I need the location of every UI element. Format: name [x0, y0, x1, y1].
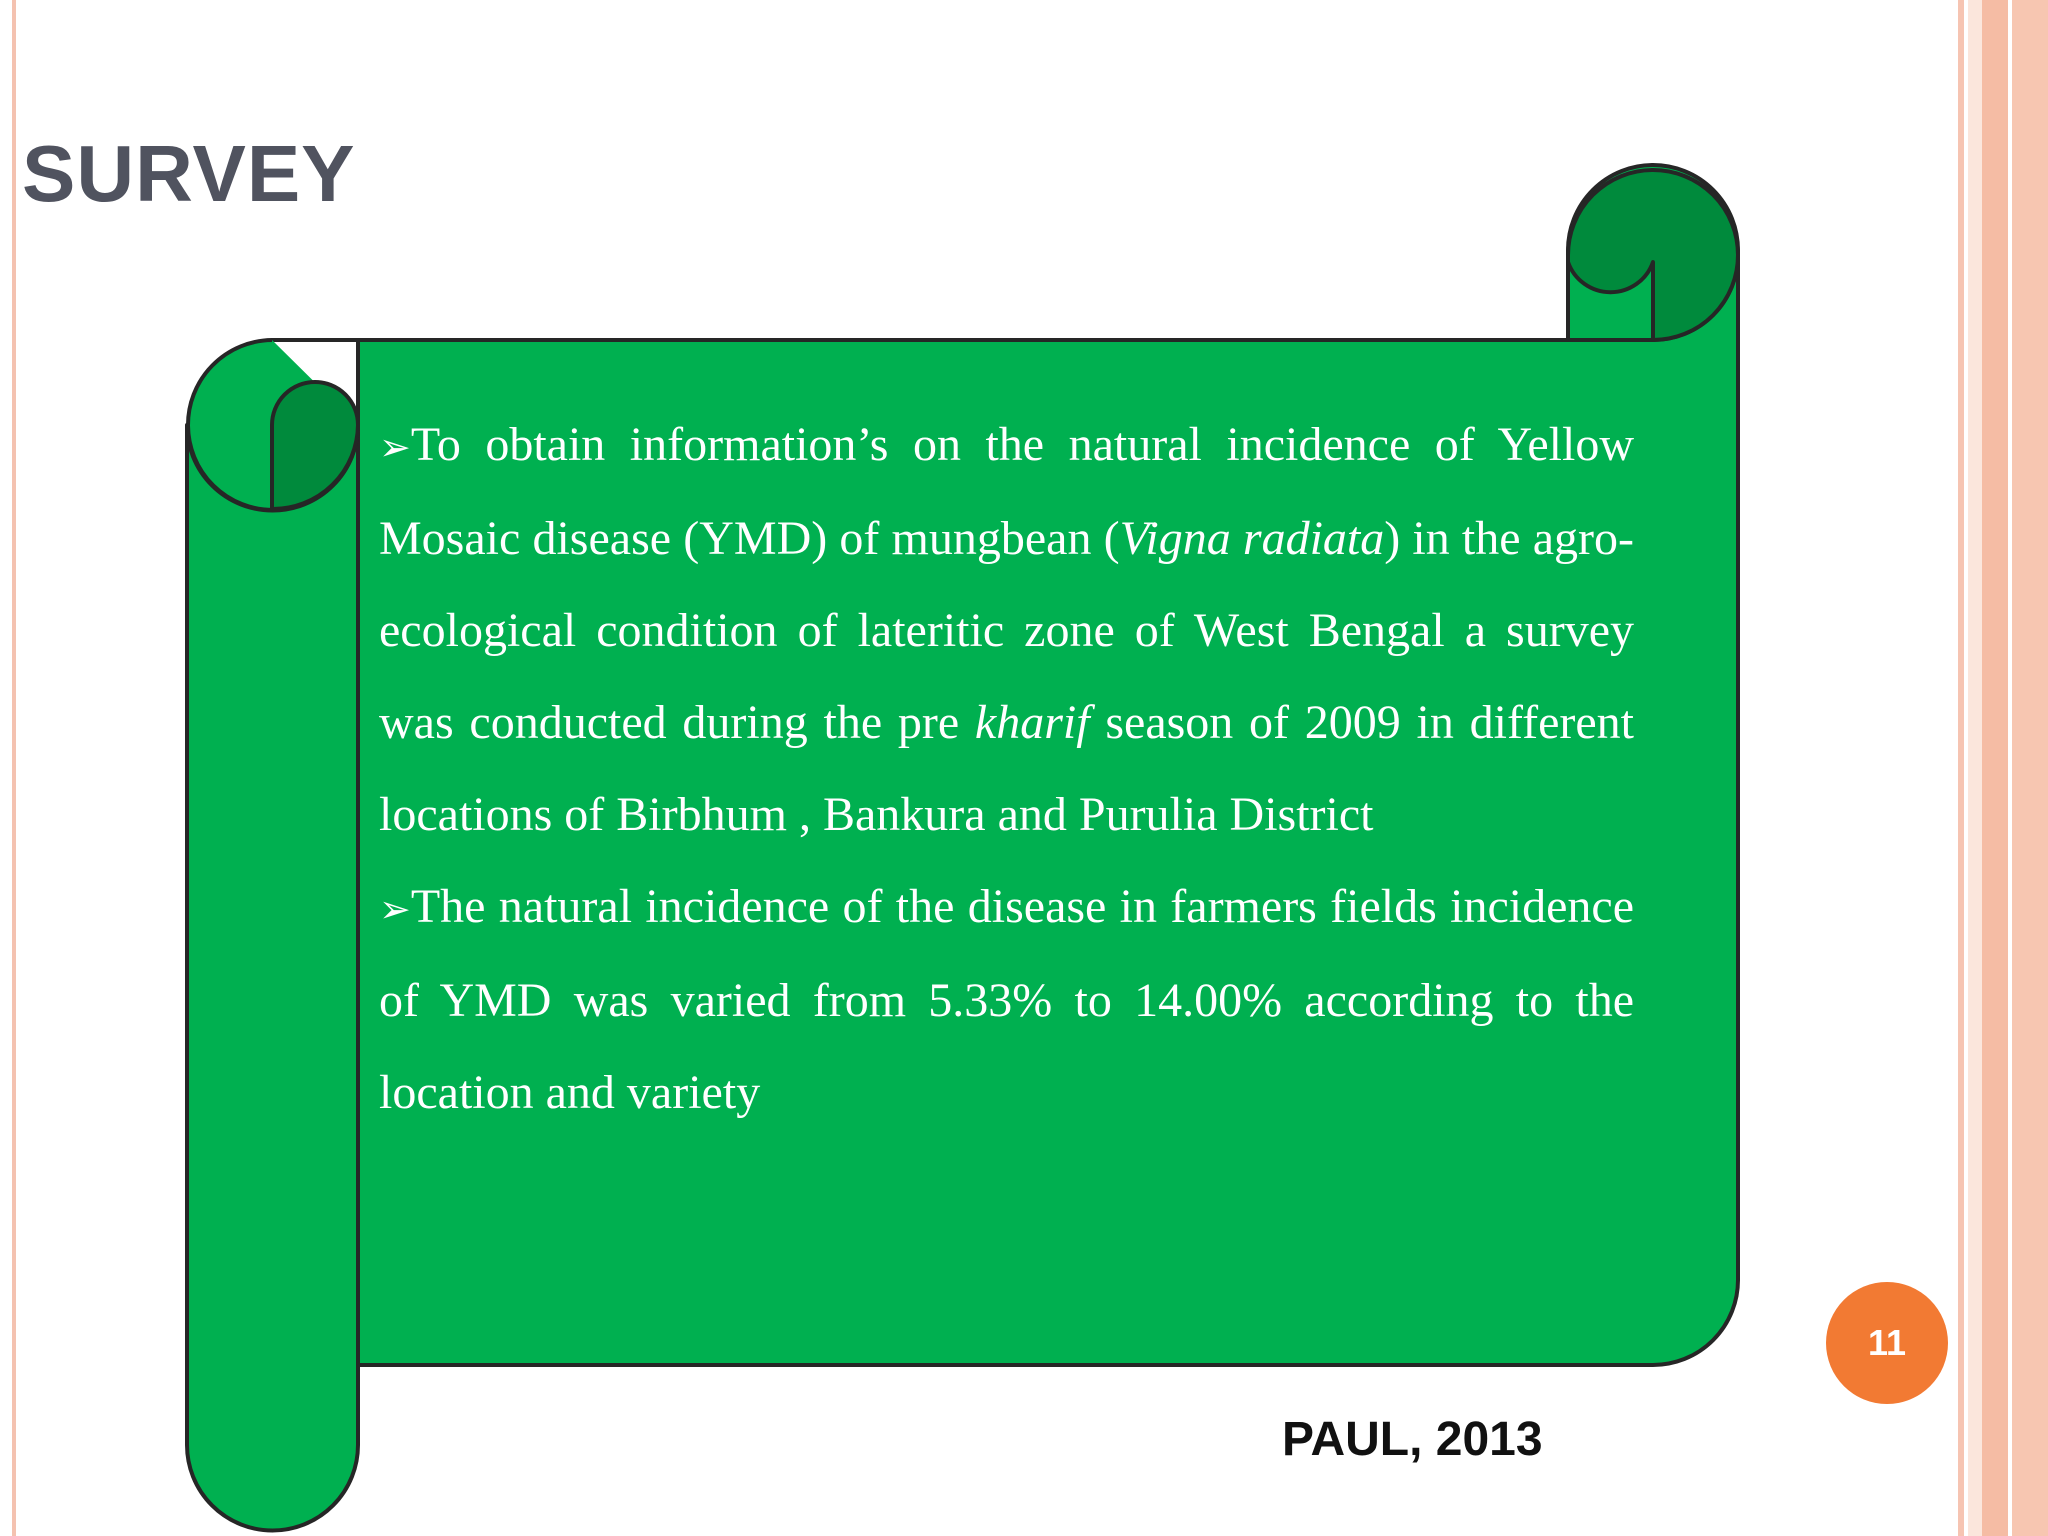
page-number-badge: 11	[1826, 1282, 1948, 1404]
bullet-2-text: The natural incidence of the disease in farmers fields incidence of YMD was varied from 5.33% to 14.00% according to the location and variety	[379, 880, 1634, 1119]
bullet-arrow-icon: ➢	[379, 425, 411, 469]
citation: PAUL, 2013	[1282, 1413, 1543, 1466]
bullet-2	[379, 861, 1634, 1139]
bullet-1	[379, 399, 1634, 861]
scroll-left-roll	[187, 425, 358, 1531]
bullet-arrow-icon: ➢	[379, 887, 411, 931]
bullet-1-lead: To obtain information’s on the natural incidence of Yellow Mosaic disease (YMD) of mungbean (	[379, 418, 1634, 565]
bullet-1-middle: ) in the agro-ecological condition of lateritic zone of West Bengal a survey was conducted during the pre	[379, 512, 1635, 749]
species-name: Vigna radiata	[1119, 512, 1385, 565]
bullet-1-tail: season of 2009 in different locations of Birbhum , Bankura and Purulia District	[379, 696, 1635, 841]
scroll-body-text	[379, 399, 1634, 1139]
slide-title: SURVEY	[22, 129, 356, 218]
season-name: kharif	[974, 696, 1090, 749]
